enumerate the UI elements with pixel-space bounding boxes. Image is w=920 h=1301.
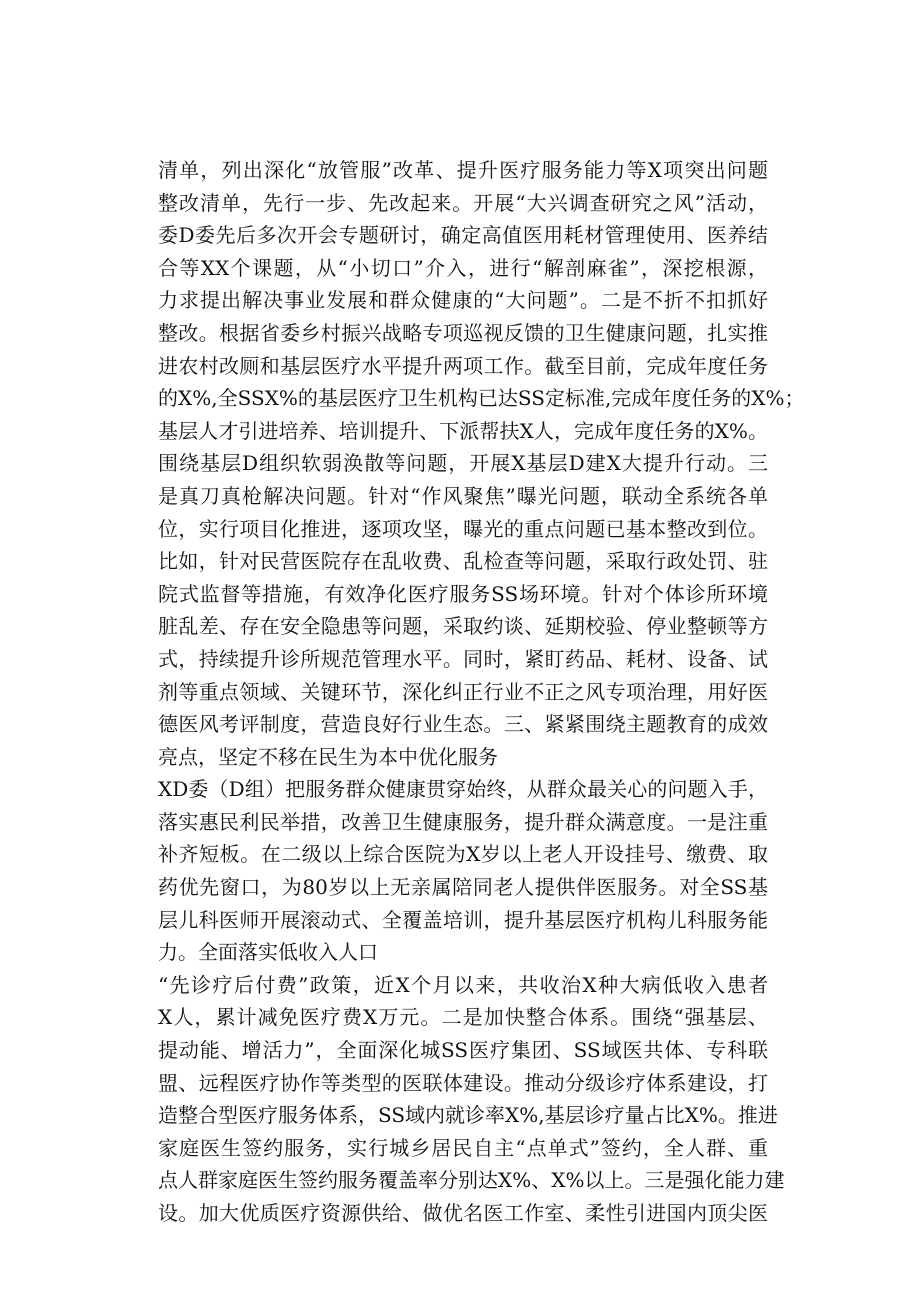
body-text <box>158 154 805 1230</box>
text-line: 清单，列出深化“放管服”改革、提升医疗服务能力等X项突出问题 <box>158 158 768 182</box>
text-line: 剂等重点领域、关键环节，深化纠正行业不正之风专项治理，用好医 <box>158 679 768 704</box>
text-line: 德医风考评制度，营造良好行业生态。三、紧紧围绕主题教育的成效 <box>158 712 768 737</box>
text-line: 盟、远程医疗协作等类型的医联体建设。推动分级诊疗体系建设，打 <box>158 1070 768 1095</box>
text-line: 点人群家庭医生签约服务覆盖率分别达X%、X%以上。三是强化能力建 <box>158 1168 785 1193</box>
text-line: 位，实行项目化推进，逐项攻坚，曝光的重点问题已基本整改到位。 <box>158 516 768 541</box>
text-line: 式，持续提升诊所规范管理水平。同时，紧盯药品、耗材、设备、试 <box>158 646 768 671</box>
text-line: XD委（D组）把服务群众健康贯穿始终，从群众最关心的问题入手， <box>158 777 768 802</box>
text-line: 亮点，坚定不移在民生为本中优化服务 <box>158 744 498 769</box>
text-line: 比如，针对民营医院存在乱收费、乱检查等问题，采取行政处罚、驻 <box>158 549 768 574</box>
text-line: 提动能、增活力”，全面深化城SS医疗集团、SS域医共体、专科联 <box>158 1038 768 1063</box>
text-line: 补齐短板。在二级以上综合医院为X岁以上老人开设挂号、缴费、取 <box>158 842 768 867</box>
text-line: 层儿科医师开展滚动式、全覆盖培训，提升基层医疗机构儿科服务能 <box>158 907 768 932</box>
text-line: 整改清单，先行一步、先改起来。开展“大兴调查研究之风”活动， <box>158 190 768 215</box>
text-line: 的X%,全SSX%的基层医疗卫生机构已达SS定标准,完成年度任务的X%； <box>158 386 805 411</box>
text-line: 基层人才引进培养、培训提升、下派帮扶X人，完成年度任务的X%。 <box>158 418 768 443</box>
text-line: 落实惠民利民举措，改善卫生健康服务，提升群众满意度。一是注重 <box>158 809 768 834</box>
text-line: X人，累计减免医疗费X万元。二是加快整合体系。围绕“强基层、 <box>158 1005 768 1030</box>
text-line: “先诊疗后付费”政策，近X个月以来，共收治X种大病低收入患者 <box>158 972 768 997</box>
text-line: 力求提出解决事业发展和群众健康的“大问题”。二是不折不扣抓好 <box>158 288 768 313</box>
text-line: 进农村改厕和基层医疗水平提升两项工作。截至目前，完成年度任务 <box>158 353 768 378</box>
text-line: 委D委先后多次开会专题研讨，确定高值医用耗材管理使用、医养结 <box>158 223 768 248</box>
text-line: 院式监督等措施，有效净化医疗服务SS场环境。针对个体诊所环境 <box>158 581 768 606</box>
text-line: 是真刀真枪解决问题。针对“作风聚焦”曝光问题，联动全系统各单 <box>158 483 768 508</box>
text-line: 家庭医生签约服务，实行城乡居民自主“点单式”签约，全人群、重 <box>158 1135 768 1160</box>
text-line: 力。全面落实低收入人口 <box>158 940 378 965</box>
text-line: 脏乱差、存在安全隐患等问题，采取约谈、延期校验、停业整顿等方 <box>158 614 768 639</box>
text-line: 造整合型医疗服务体系，SS域内就诊率X%,基层诊疗量占比X%。推进 <box>158 1103 778 1128</box>
text-line: 设。加大优质医疗资源供给、做优名医工作室、柔性引进国内顶尖医 <box>158 1201 768 1225</box>
text-line: 药优先窗口，为80岁以上无亲属陪同老人提供伴医服务。对全SS基 <box>158 875 768 900</box>
text-line: 围绕基层D组织软弱涣散等问题，开展X基层D建X大提升行动。三 <box>158 451 768 476</box>
text-line: 合等XX个课题，从“小切口”介入，进行“解剖麻雀”，深挖根源， <box>158 255 768 280</box>
text-line: 整改。根据省委乡村振兴战略专项巡视反馈的卫生健康问题，扎实推 <box>158 320 768 345</box>
